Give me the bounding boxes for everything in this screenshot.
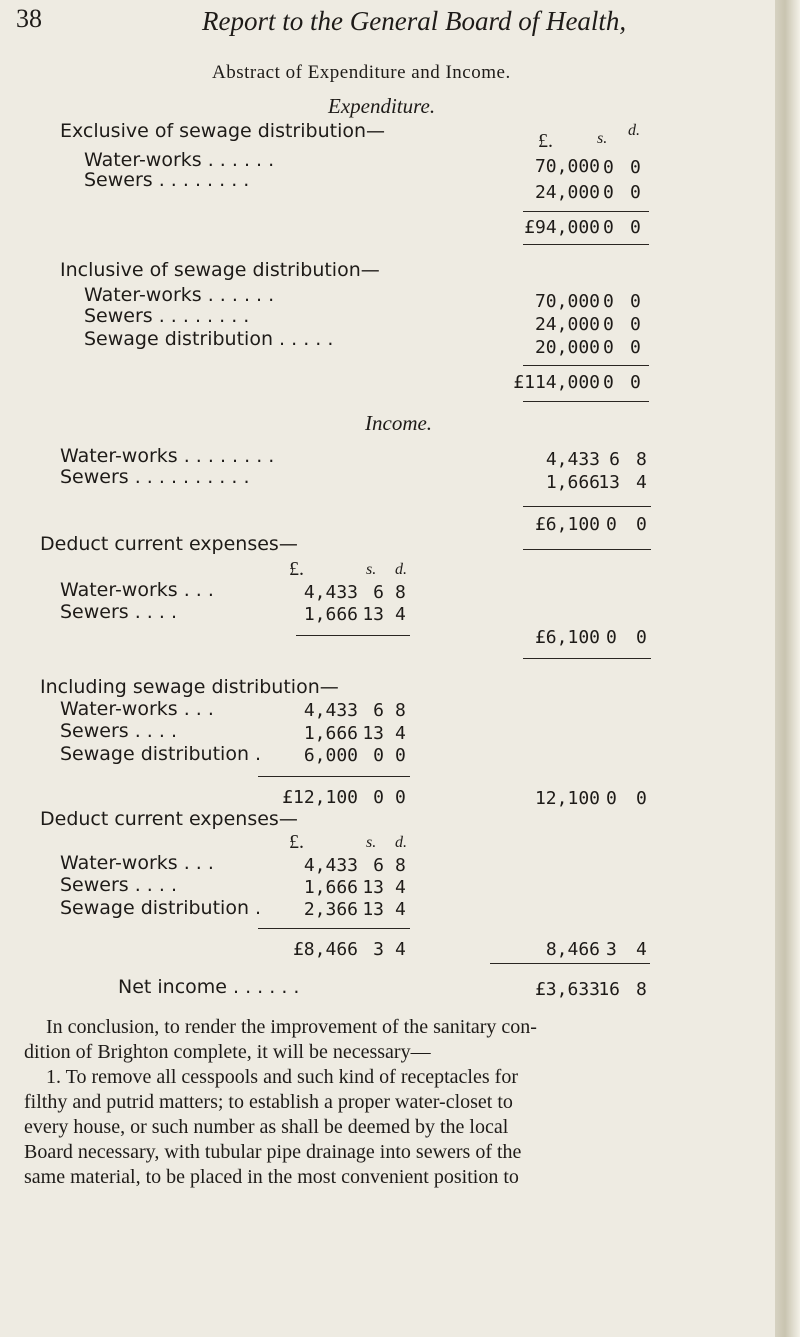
ledger-shillings: 6 bbox=[609, 449, 620, 470]
net-income-pence: 8 bbox=[636, 979, 647, 1000]
total-pence: 0 bbox=[630, 372, 641, 393]
rule bbox=[523, 244, 649, 245]
subtotal-amount: £12,100 bbox=[282, 787, 358, 808]
ledger-amount: 4,433 bbox=[303, 700, 358, 721]
ledger-label: Water-works . . . bbox=[60, 579, 214, 601]
ledger-pence: 8 bbox=[636, 449, 647, 470]
total-shillings: 0 bbox=[603, 217, 614, 238]
ledger-amount: 70,000 bbox=[534, 156, 600, 177]
ledger-amount: 20,000 bbox=[534, 337, 600, 358]
carried-pence: 4 bbox=[636, 939, 647, 960]
rule bbox=[258, 776, 410, 777]
rule bbox=[523, 506, 651, 507]
ledger-pence: 0 bbox=[630, 182, 641, 203]
rule bbox=[490, 963, 650, 964]
ledger-shillings: 13 bbox=[598, 472, 620, 493]
ledger-pence: 4 bbox=[395, 723, 406, 744]
ledger-pence: 0 bbox=[630, 157, 641, 178]
total-amount: £114,000 bbox=[513, 372, 600, 393]
rule bbox=[523, 658, 651, 659]
subtotal-pence: 0 bbox=[395, 787, 406, 808]
total-amount: £6,100 bbox=[534, 627, 600, 648]
ledger-shillings: 13 bbox=[362, 899, 384, 920]
rule bbox=[523, 365, 649, 366]
ledger-pence: 0 bbox=[630, 291, 641, 312]
ledger-pence: 8 bbox=[395, 582, 406, 603]
paragraph-line: In conclusion, to render the improvement of the sanitary con- bbox=[46, 1016, 537, 1038]
ledger-pence: 0 bbox=[395, 745, 406, 766]
total-shillings: 0 bbox=[606, 627, 617, 648]
including-label: Including sewage distribution— bbox=[40, 676, 339, 698]
total-pence: 0 bbox=[636, 627, 647, 648]
ledger-label: Water-works . . . . . . . . bbox=[60, 445, 275, 467]
ledger-pence: 8 bbox=[395, 855, 406, 876]
paragraph-line: same material, to be placed in the most convenient position to bbox=[24, 1166, 519, 1188]
ledger-amount: 24,000 bbox=[534, 182, 600, 203]
net-income-label: Net income . . . . . . bbox=[118, 976, 300, 998]
ledger-pence: 8 bbox=[395, 700, 406, 721]
total-pence: 0 bbox=[630, 217, 641, 238]
ledger-amount: 4,433 bbox=[545, 449, 600, 470]
col-pound: £. bbox=[538, 130, 553, 152]
ledger-pence: 4 bbox=[395, 877, 406, 898]
ledger-shillings: 6 bbox=[373, 855, 384, 876]
ledger-label: Sewage distribution . bbox=[60, 897, 262, 919]
ledger-label: Water-works . . . bbox=[60, 852, 214, 874]
ledger-shillings: 0 bbox=[603, 337, 614, 358]
ledger-shillings: 13 bbox=[362, 604, 384, 625]
col-shillings: s. bbox=[366, 561, 377, 578]
ledger-amount: 1,666 bbox=[303, 877, 358, 898]
expenditure-heading: Expenditure. bbox=[328, 94, 436, 118]
ledger-pence: 0 bbox=[630, 314, 641, 335]
ledger-shillings: 6 bbox=[373, 700, 384, 721]
total-shillings: 0 bbox=[606, 514, 617, 535]
deduct-label: Deduct current expenses— bbox=[40, 808, 298, 830]
col-pence: d. bbox=[395, 834, 407, 851]
ledger-amount: 70,000 bbox=[534, 291, 600, 312]
ledger-label: Sewers . . . . bbox=[60, 720, 178, 742]
total-pence: 0 bbox=[636, 514, 647, 535]
ledger-label: Sewers . . . . . . . . . . bbox=[60, 466, 250, 488]
ledger-amount: 4,433 bbox=[303, 855, 358, 876]
rule bbox=[523, 549, 651, 550]
ledger-label: Sewage distribution . . . . . bbox=[84, 328, 334, 350]
ledger-amount: 6,000 bbox=[303, 745, 358, 766]
ledger-label: Water-works . . . bbox=[60, 698, 214, 720]
col-pound: £. bbox=[289, 558, 304, 580]
ledger-amount: 2,366 bbox=[303, 899, 358, 920]
ledger-pence: 4 bbox=[395, 899, 406, 920]
ledger-shillings: 0 bbox=[603, 314, 614, 335]
ledger-amount: 1,666 bbox=[303, 604, 358, 625]
col-pound: £. bbox=[289, 831, 304, 853]
income-heading: Income. bbox=[365, 411, 433, 435]
carried-pence: 0 bbox=[636, 788, 647, 809]
paragraph-line: every house, or such number as shall be deemed by the local bbox=[24, 1116, 509, 1138]
subtotal-shillings: 0 bbox=[373, 787, 384, 808]
total-shillings: 0 bbox=[603, 372, 614, 393]
ledger-shillings: 0 bbox=[603, 291, 614, 312]
carried-amount: 12,100 bbox=[534, 788, 600, 809]
ledger-pence: 4 bbox=[395, 604, 406, 625]
carried-shillings: 0 bbox=[606, 788, 617, 809]
subtotal-amount: £8,466 bbox=[292, 939, 358, 960]
ledger-amount: 1,666 bbox=[545, 472, 600, 493]
rule bbox=[258, 928, 410, 929]
ledger-label: Sewers . . . . bbox=[60, 874, 178, 896]
total-amount: £94,000 bbox=[524, 217, 600, 238]
abstract-title: Abstract of Expenditure and Income. bbox=[212, 62, 511, 83]
paragraph-line: filthy and putrid matters; to establish a proper water-closet to bbox=[24, 1091, 513, 1113]
col-pence: d. bbox=[395, 561, 407, 578]
ledger-label: Sewers . . . . bbox=[60, 601, 178, 623]
rule bbox=[296, 635, 410, 636]
rule bbox=[523, 401, 649, 402]
ledger-amount: 1,666 bbox=[303, 723, 358, 744]
ledger-shillings: 13 bbox=[362, 723, 384, 744]
ledger-label: Sewage distribution . bbox=[60, 743, 262, 765]
rule bbox=[523, 211, 649, 212]
ledger-shillings: 13 bbox=[362, 877, 384, 898]
col-shillings: s. bbox=[597, 130, 608, 147]
paragraph-line: dition of Brighton complete, it will be necessary— bbox=[24, 1041, 431, 1063]
paragraph-line: 1. To remove all cesspools and such kind of receptacles for bbox=[46, 1066, 518, 1088]
exclusive-label: Exclusive of sewage distribution— bbox=[60, 120, 386, 142]
deduct-label: Deduct current expenses— bbox=[40, 533, 298, 555]
running-title: Report to the General Board of Health, bbox=[202, 6, 627, 36]
page-edge bbox=[775, 0, 800, 1337]
col-pence: d. bbox=[628, 122, 640, 139]
net-income-shillings: 16 bbox=[598, 979, 620, 1000]
ledger-shillings: 0 bbox=[603, 182, 614, 203]
ledger-label: Water-works . . . . . . bbox=[84, 284, 275, 306]
inclusive-label: Inclusive of sewage distribution— bbox=[60, 259, 380, 281]
subtotal-pence: 4 bbox=[395, 939, 406, 960]
ledger-shillings: 0 bbox=[373, 745, 384, 766]
ledger-shillings: 6 bbox=[373, 582, 384, 603]
ledger-pence: 0 bbox=[630, 337, 641, 358]
paragraph-line: Board necessary, with tubular pipe drainage into sewers of the bbox=[24, 1141, 522, 1163]
col-shillings: s. bbox=[366, 834, 377, 851]
subtotal-shillings: 3 bbox=[373, 939, 384, 960]
carried-shillings: 3 bbox=[606, 939, 617, 960]
total-amount: £6,100 bbox=[534, 514, 600, 535]
page-number: 38 bbox=[16, 4, 42, 33]
ledger-pence: 4 bbox=[636, 472, 647, 493]
ledger-shillings: 0 bbox=[603, 157, 614, 178]
ledger-amount: 4,433 bbox=[303, 582, 358, 603]
ledger-label: Sewers . . . . . . . . bbox=[84, 305, 250, 327]
ledger-amount: 24,000 bbox=[534, 314, 600, 335]
net-income-amount: £3,633 bbox=[534, 979, 600, 1000]
carried-amount: 8,466 bbox=[545, 939, 600, 960]
ledger-label: Water-works . . . . . . bbox=[84, 149, 275, 171]
ledger-label: Sewers . . . . . . . . bbox=[84, 169, 250, 191]
